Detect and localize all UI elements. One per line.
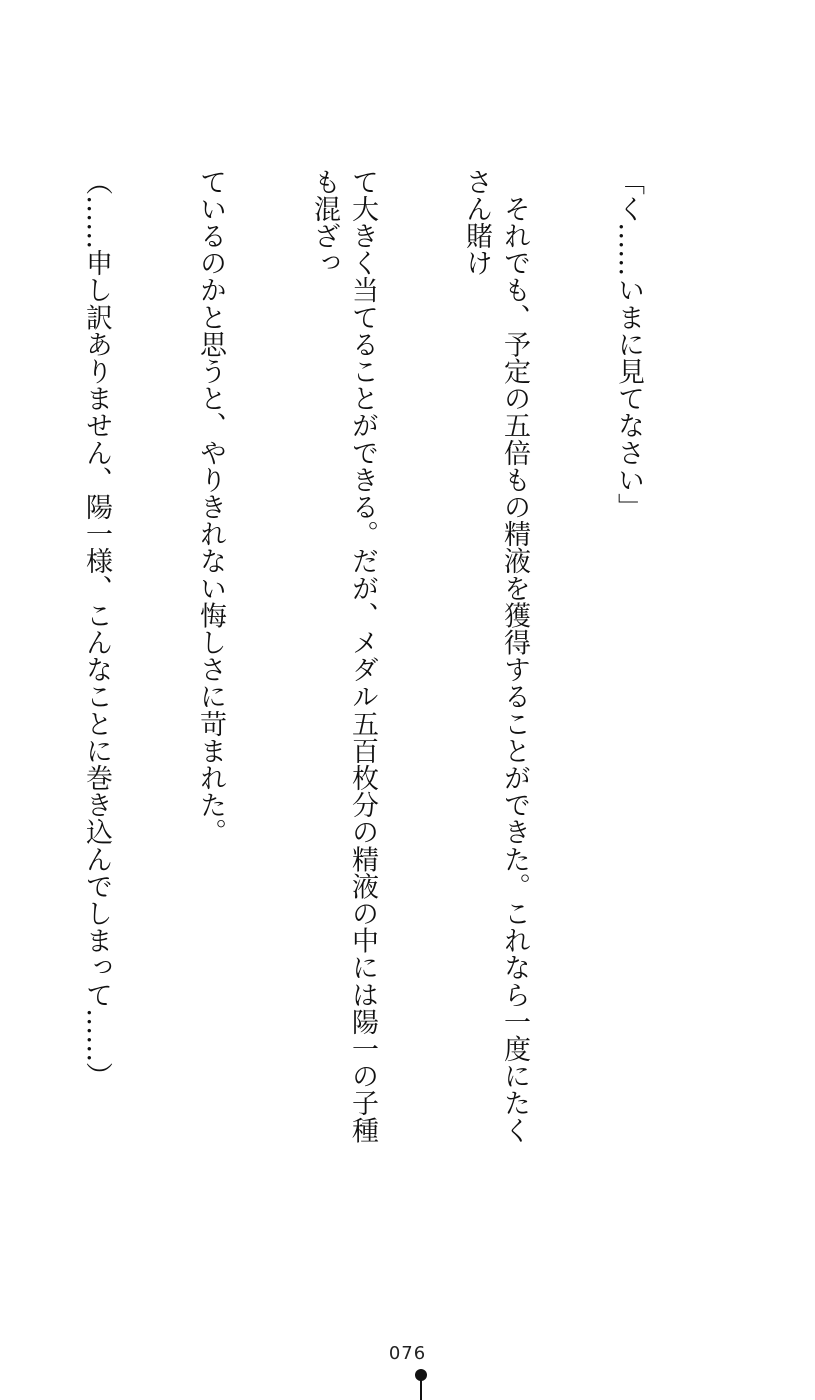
page-number: 076 [388,1343,427,1364]
text-line: （……申し訳ありません、陽一様、こんなことに巻き込んでしまって……） [81,168,112,1090]
text-line: て大きく当てることができる。だが、メダル五百枚分の精液の中には陽一の子種も混ざっ [309,168,378,1144]
text-line [0,168,1,1158]
text-line: それでも、予定の五倍もの精液を獲得することができた。これなら一度にたくさん賭け [461,168,530,1144]
page-marker-line [420,1380,422,1400]
text-line: 「く……いまに見てなさい」 [613,168,644,521]
text-line: ているのかと思うと、やりきれない悔しさに苛まれた。 [195,168,226,846]
body-text [0,168,723,1158]
